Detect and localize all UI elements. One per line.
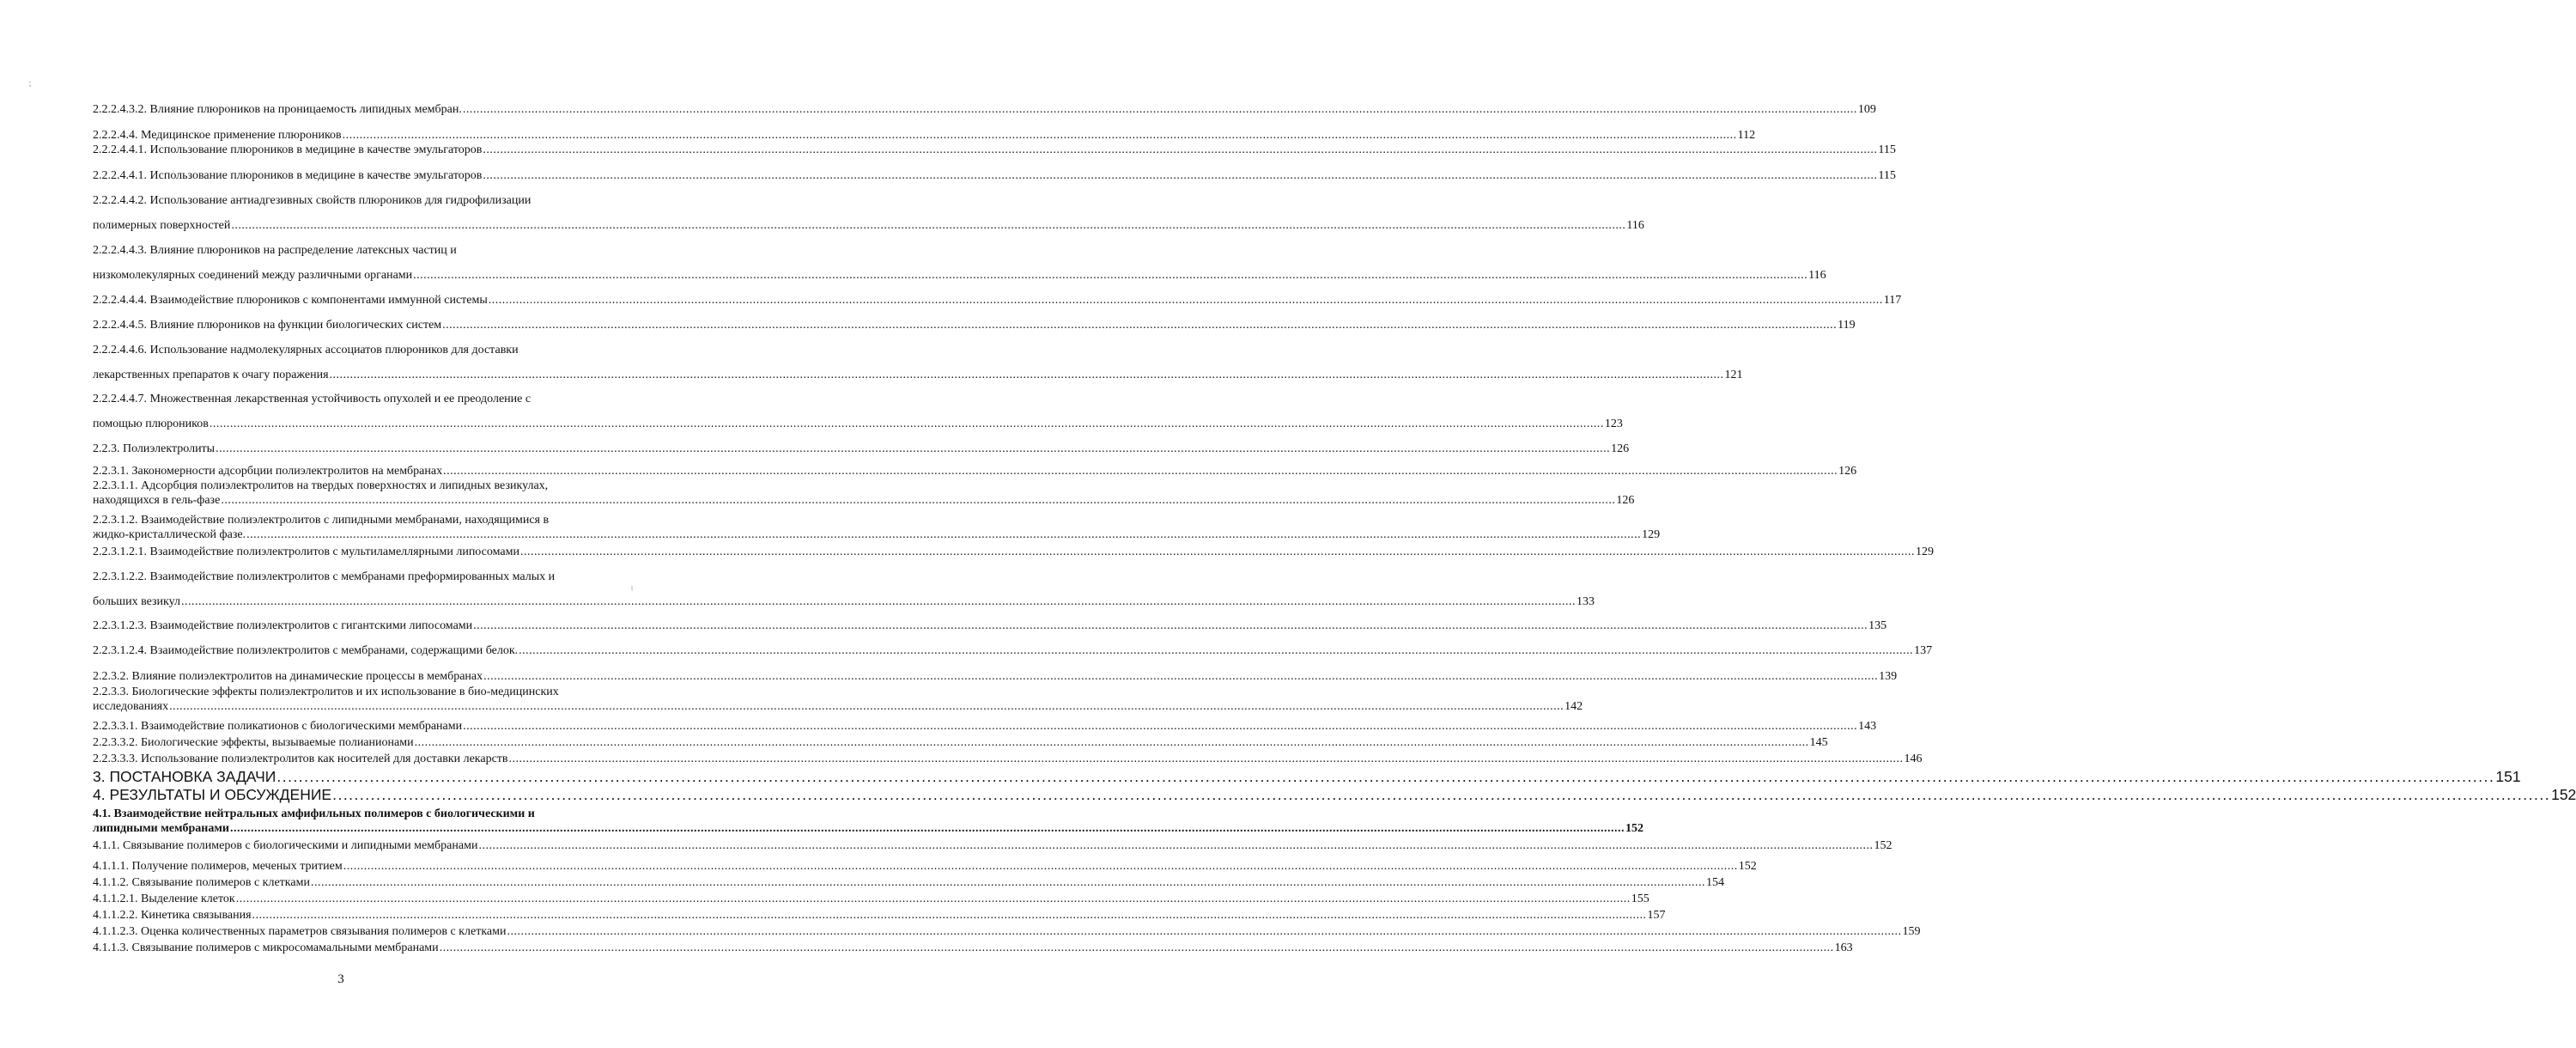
toc-entry[interactable]: 2.2.3.1.2.2. Взаимодействие полиэлектролитов с мембранами преформированных малых и больших везикул ..... 133 xyxy=(93,570,620,609)
toc-entry[interactable]: 2.2.3.1.2.3. Взаимодействие полиэлектролитов с гигантскими липосомами ..... 135 xyxy=(93,618,620,633)
toc-entry[interactable]: 2.2.3.2. Влияние полиэлектролитов на динамические процессы в мембранах ..... 139 xyxy=(93,669,620,684)
toc-entry[interactable]: 2.2.3.3.1. Взаимодействие поликатионов с биологическими мембранами ..... 143 xyxy=(93,719,620,734)
toc-entry[interactable]: 2.2.3. Полиэлектролиты ..... 126 xyxy=(93,442,620,456)
toc-entry[interactable]: 4.1.1.2.3. Оценка количественных параметров связывания полимеров с клетками ..... 159 xyxy=(93,924,620,939)
toc-entry[interactable]: 2.2.2.4.4.1. Использование плюроников в медицине в качестве эмульгаторов ..... 115 xyxy=(93,143,620,157)
toc-entry[interactable]: 2.2.2.4.4.2. Использование антиадгезивных свойств плюроников для гидрофилизации полимерных поверхностей ..... 116 xyxy=(93,193,620,233)
page-number: 3 xyxy=(337,972,344,986)
toc-entry[interactable]: 2.2.2.4.4.6. Использование надмолекулярных ассоциатов плюроников для доставки лекарственных препаратов к очагу поражения ..... 121 xyxy=(93,343,620,382)
toc-entry[interactable]: 4.1.1.2. Связывание полимеров с клетками ..... 154 xyxy=(93,875,620,890)
scan-mark: ⁏ xyxy=(28,79,32,88)
toc-entry[interactable]: 2.2.2.4.4.7. Множественная лекарственная устойчивость опухолей и ее преодоление с помощью плюроников ..... 123 xyxy=(93,392,620,431)
toc-entry[interactable]: 2.2.2.4.4.4. Взаимодействие плюроников с компонентами иммунной системы ..... 117 xyxy=(93,293,620,308)
toc-entry[interactable]: 2.2.3.1.2.1. Взаимодействие полиэлектролитов с мультиламеллярными липосомами ..... 129 xyxy=(93,545,620,559)
toc-entry[interactable]: 2.2.3.1.2.4. Взаимодействие полиэлектролитов с мембранами, содержащими белок. ..... 137 xyxy=(93,643,620,658)
toc-entry[interactable]: 4.1.1.1. Получение полимеров, меченых тритием ..... 152 xyxy=(93,859,620,874)
toc-entry[interactable]: 4.1.1.2.2. Кинетика связывания ..... 157 xyxy=(93,908,620,923)
toc-entry[interactable]: 2.2.3.1. Закономерности адсорбции полиэлектролитов на мембранах ..... 126 xyxy=(93,464,620,478)
toc-entry[interactable]: 2.2.2.4.4.3. Влияние плюроников на распределение латексных частиц и низкомолекулярных соединений между различными органами ..... 116 xyxy=(93,243,620,283)
toc-entry[interactable]: 2.2.3.1.2. Взаимодействие полиэлектролитов с липидными мембранами, находящимися в жидко-кристаллической фазе. ..... 129 xyxy=(93,513,620,542)
toc-entry[interactable]: 2.2.2.4.4. Медицинское применение плюроников ..... 112 xyxy=(93,128,620,143)
toc-entry[interactable]: 4.1.1. Связывание полимеров с биологическими и липидными мембранами ..... 152 xyxy=(93,838,620,853)
scan-mark: ᵎ xyxy=(631,582,634,595)
toc-entry[interactable]: 2.2.2.4.4.1. Использование плюроников в медицине в качестве эмульгаторов ..... 115 xyxy=(93,168,620,183)
toc-entry[interactable]: 2.2.2.4.4.5. Влияние плюроников на функции биологических систем ..... 119 xyxy=(93,318,620,332)
toc-entry[interactable]: 2.2.3.1.1. Адсорбция полиэлектролитов на твердых поверхностях и липидных везикулах, находящихся в гель-фазе ..... 126 xyxy=(93,478,620,508)
toc-entry[interactable]: 4.1.1.3. Связывание полимеров с микросомамальными мембранами ..... 163 xyxy=(93,941,620,955)
toc-entry[interactable]: 2.2.2.4.3.2. Влияние плюроников на проницаемость липидных мембран. ..... 109 xyxy=(93,102,620,117)
toc-entry[interactable]: 4. РЕЗУЛЬТАТЫ И ОБСУЖДЕНИЕ ..... 152 xyxy=(93,786,620,803)
toc-entry[interactable]: 2.2.3.3. Биологические эффекты полиэлектролитов и их использование в био-медицинских исследованиях ..... 142 xyxy=(93,685,620,714)
toc-entry[interactable]: 2.2.3.3.3. Использование полиэлектролитов как носителей для доставки лекарств ..... 146 xyxy=(93,752,620,766)
toc-entry[interactable]: 2.2.3.3.2. Биологические эффекты, вызываемые полианионами ..... 145 xyxy=(93,735,620,750)
toc-entry[interactable]: 4.1. Взаимодействие нейтральных амфифильных полимеров с биологическими и липидными мембранами ..... 152 xyxy=(93,807,620,836)
toc-entry[interactable]: 3. ПОСТАНОВКА ЗАДАЧИ ..... 151 xyxy=(93,768,620,785)
toc-entry[interactable]: 4.1.1.2.1. Выделение клеток ..... 155 xyxy=(93,892,620,906)
